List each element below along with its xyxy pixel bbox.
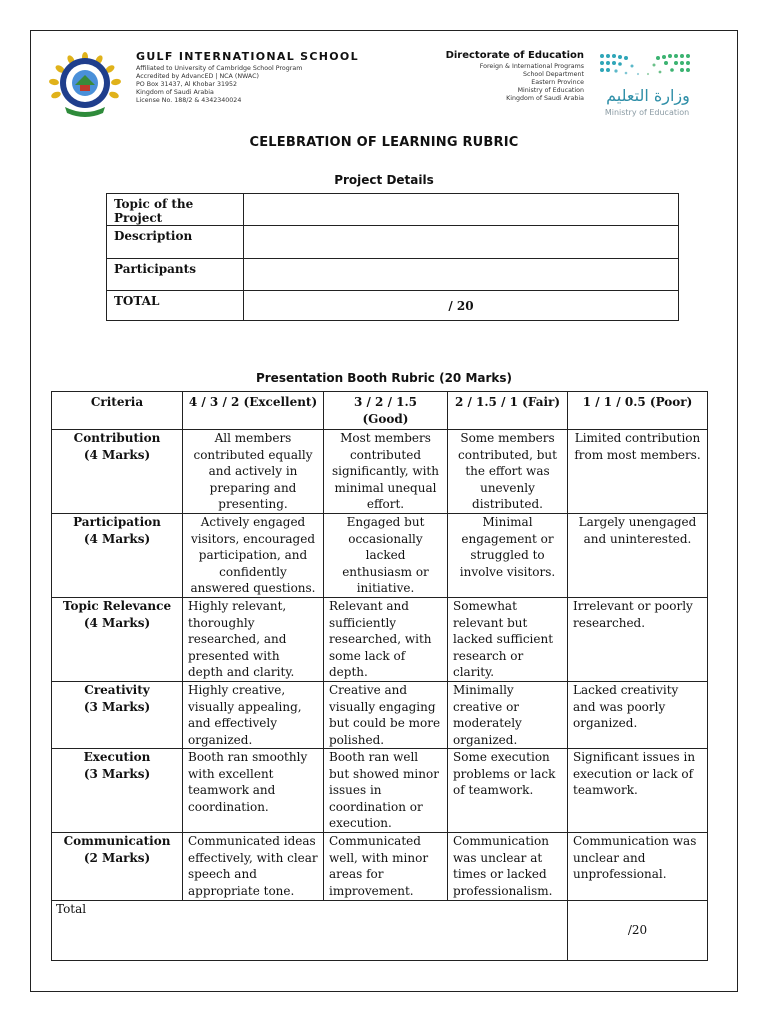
rubric-row-contribution	[52, 430, 708, 514]
descriptor-good: Communicated well, with minor areas for improvement.	[324, 833, 448, 901]
criterion-name: Execution	[83, 750, 151, 764]
project-details-heading: Project Details	[334, 173, 434, 187]
total-score-value[interactable]: / 20	[244, 291, 679, 321]
rubric-row-execution	[52, 749, 708, 833]
school-accreditation: Accredited by AdvancED | NCA (NWAC)	[136, 73, 259, 80]
details-label: Description	[107, 226, 244, 259]
rubric-header-row	[52, 392, 708, 430]
directorate-info	[384, 50, 584, 103]
details-value[interactable]	[244, 194, 679, 226]
descriptor-good: Creative and visually engaging but could be more polished.	[324, 682, 448, 749]
rubric-total-row	[52, 901, 708, 961]
criterion-marks: (3 Marks)	[83, 699, 151, 714]
descriptor-good: Engaged but occasionally lacked enthusiasm or initiative.	[324, 514, 448, 598]
descriptor-excellent: All members contributed equally and actively in preparing and presenting.	[183, 430, 324, 514]
directorate-line: Ministry of Education	[517, 87, 584, 94]
school-info	[136, 50, 396, 105]
details-row	[107, 194, 679, 226]
column-header-excellent: 4 / 3 / 2 (Excellent)	[183, 392, 324, 430]
descriptor-excellent: Actively engaged visitors, encouraged participation, and confidently answered questions.	[183, 514, 324, 598]
criterion-cell	[52, 598, 183, 682]
descriptor-fair: Minimal engagement or struggled to involve visitors.	[448, 514, 568, 598]
school-po-box: PO Box 31437, Al Khobar 31952	[136, 81, 238, 88]
criterion-name: Communication	[63, 834, 171, 848]
descriptor-fair: Some members contributed, but the effort was unevenly distributed.	[448, 430, 568, 514]
criterion-cell	[52, 430, 183, 514]
descriptor-good: Relevant and sufficiently researched, with some lack of depth.	[324, 598, 448, 682]
column-header-good: 3 / 2 / 1.5 (Good)	[324, 392, 448, 430]
criterion-name: Participation	[73, 515, 161, 529]
descriptor-excellent: Booth ran smoothly with excellent teamwork and coordination.	[183, 749, 324, 833]
descriptor-poor: Limited contribution from most members.	[568, 430, 708, 514]
details-label: TOTAL	[107, 291, 244, 321]
descriptor-fair: Minimally creative or moderately organized.	[448, 682, 568, 749]
directorate-line: Eastern Province	[531, 79, 584, 86]
directorate-line: School Department	[522, 71, 584, 78]
details-value[interactable]	[244, 259, 679, 291]
criterion-marks: (4 Marks)	[83, 531, 151, 546]
school-license: License No. 188/2 & 4342340024	[136, 97, 242, 104]
total-value[interactable]: /20	[568, 901, 708, 961]
details-row	[107, 226, 679, 259]
descriptor-fair: Somewhat relevant but lacked sufficient research or clarity.	[448, 598, 568, 682]
descriptor-excellent: Highly relevant, thoroughly researched, and presented with depth and clarity.	[183, 598, 324, 682]
school-name: GULF INTERNATIONAL SCHOOL	[136, 50, 359, 63]
school-affiliation: Affiliated to University of Cambridge School Program	[136, 65, 303, 72]
descriptor-excellent: Highly creative, visually appealing, and effectively organized.	[183, 682, 324, 749]
rubric-row-participation	[52, 514, 708, 598]
details-row	[107, 291, 679, 321]
rubric-heading: Presentation Booth Rubric (20 Marks)	[255, 371, 513, 385]
descriptor-poor: Largely unengaged and uninterested.	[568, 514, 708, 598]
criterion-marks: (4 Marks)	[83, 447, 151, 462]
directorate-line: Foreign & International Programs	[479, 63, 584, 70]
criterion-cell	[52, 749, 183, 833]
column-header-criteria: Criteria	[52, 392, 183, 430]
descriptor-poor: Lacked creativity and was poorly organized.	[568, 682, 708, 749]
column-header-poor: 1 / 1 / 0.5 (Poor)	[568, 392, 708, 430]
criterion-cell	[52, 833, 183, 901]
descriptor-poor: Irrelevant or poorly researched.	[568, 598, 708, 682]
descriptor-fair: Some execution problems or lack of teamwork.	[448, 749, 568, 833]
project-details-table	[106, 193, 679, 321]
criterion-name: Creativity	[84, 683, 150, 697]
descriptor-excellent: Communicated ideas effectively, with clear speech and appropriate tone.	[183, 833, 324, 901]
criterion-cell	[52, 514, 183, 598]
criterion-cell	[52, 682, 183, 749]
rubric-row-creativity	[52, 682, 708, 749]
descriptor-good: Most members contributed significantly, with minimal unequal effort.	[324, 430, 448, 514]
details-label: Topic of the Project	[107, 194, 244, 226]
criterion-name: Contribution	[73, 431, 161, 445]
directorate-line: Kingdom of Saudi Arabia	[506, 95, 584, 102]
page-title: CELEBRATION OF LEARNING RUBRIC	[249, 135, 519, 150]
school-country: Kingdom of Saudi Arabia	[136, 89, 214, 96]
descriptor-poor: Communication was unclear and unprofessional.	[568, 833, 708, 901]
descriptor-good: Booth ran well but showed minor issues in coordination or execution.	[324, 749, 448, 833]
school-logo-icon	[47, 49, 123, 121]
ministry-arabic-name: وزارة التعليم	[606, 86, 690, 105]
criterion-marks: (3 Marks)	[83, 766, 151, 781]
directorate-title: Directorate of Education	[445, 50, 584, 61]
ministry-english-name: Ministry of Education	[604, 108, 690, 117]
total-label: Total	[52, 901, 568, 961]
details-row	[107, 259, 679, 291]
criterion-name: Topic Relevance	[62, 599, 172, 613]
criterion-marks: (4 Marks)	[83, 615, 151, 630]
details-value[interactable]	[244, 226, 679, 259]
presentation-rubric-table	[51, 391, 708, 961]
descriptor-fair: Communication was unclear at times or lacked professionalism.	[448, 833, 568, 901]
rubric-row-communication	[52, 833, 708, 901]
details-label: Participants	[107, 259, 244, 291]
rubric-row-topic-relevance	[52, 598, 708, 682]
criterion-marks: (2 Marks)	[83, 850, 151, 865]
descriptor-poor: Significant issues in execution or lack of teamwork.	[568, 749, 708, 833]
column-header-fair: 2 / 1.5 / 1 (Fair)	[448, 392, 568, 430]
